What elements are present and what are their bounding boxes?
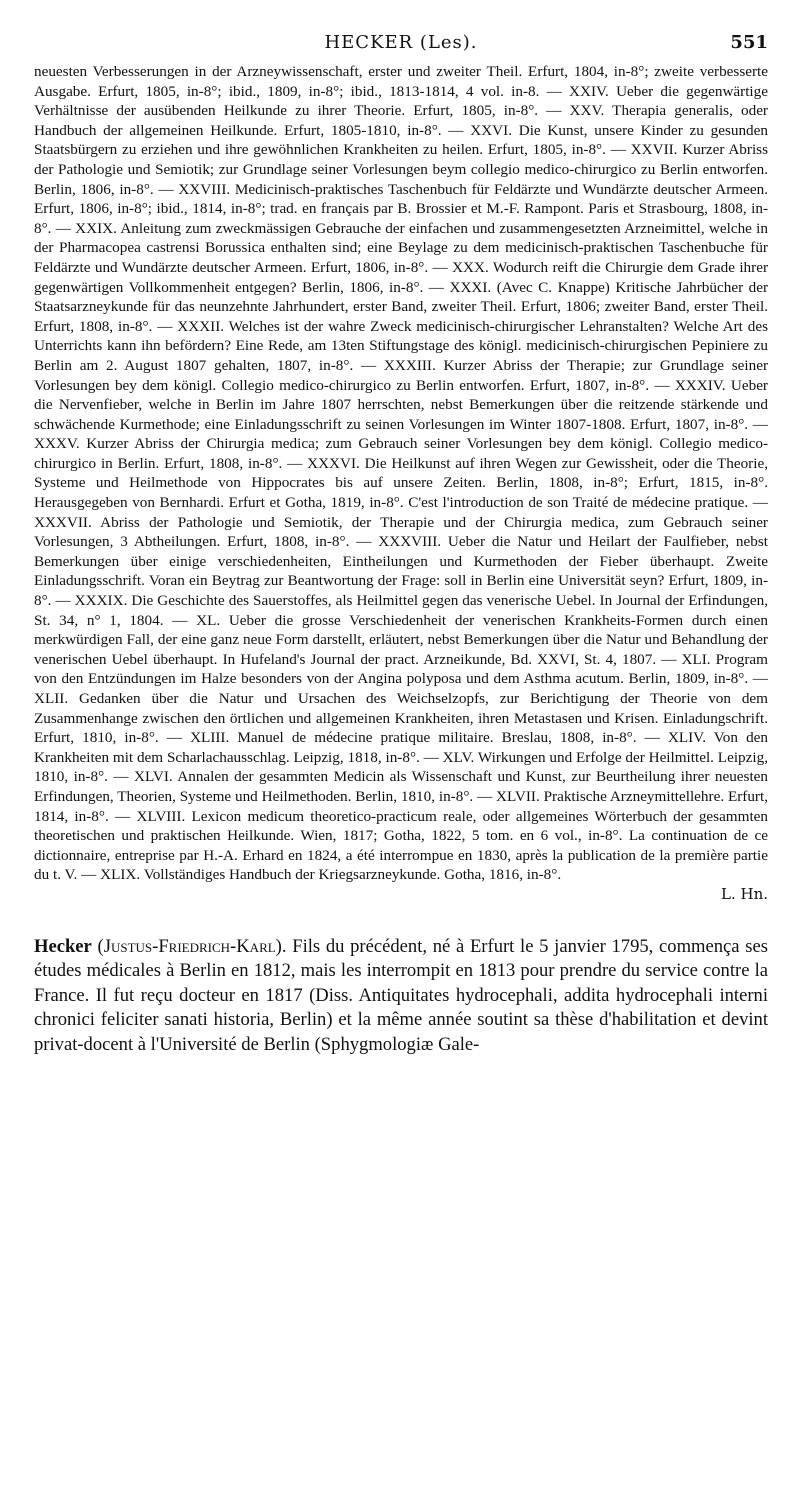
bibliography-paragraph: neuesten Verbesserungen in der Arzneywissenschaft, erster und zweiter Theil. Erfurt, 1804, in-8°; zweite verbesserte Ausgabe. Erfurt, 1805, in-8°; ibid., 1809, in-8°; ibid., 1813-1814, 4 vol. in-8. — XXIV. Ueber die gegenwärtige Verhältnisse der ausübenden Heilkunde zu ihrer Theorie. Erfurt, 1805, in-8°. — XXV. Therapia generalis, oder Handbuch der allgemeinen Heilkunde. Erfurt, 1805-1810, in-8°. — XXVI. Die Kunst, unsere Kinder zu gesunden Staatsbürgern zu erziehen und ihre gewöhnlichen Krankheiten zu heilen. Erfurt, 1805, in-8°. — XXVII. Kurzer Abriss der Pathologie und Semiotik; zur Grundlage seiner Vorlesungen beym collegio medico-chirurgico zu Berlin entworfen. Berlin, 1806, in-8°. — XXVIII. Medicinisch-praktisches Taschenbuch für Feldärzte und Wundärzte deutscher Armeen. Erfurt, 1806, in-8°; ibid., 1814, in-8°; trad. en français par B. Brossier et M.-F. Rampont. Paris et Strasbourg, 1808, in-8°. — XXIX. Anleitung zum zweckmässigen Gebrauche der einfachen und zusammengesetzten Arzneimittel, welche in der Pharmacopea castrensi Borussica enthalten sind; eine Beylage zu dem medicinisch-praktischen Taschenbuche für Feldärzte und Wundärzte deutscher Armeen. Erfurt, 1806, in-8°. — XXX. Wodurch reift die Chirurgie dem Grade ihrer gegenwärtigen Vollkommenheit entgegen? Berlin, 1806, in-8°. — XXXI. (Avec C. Knappe) Kritische Jahrbücher der Staatsarzneykunde für das neunzehnte Jahrhundert, erster Band, zweiter Theil. Erfurt, 1806; zweiter Band, erster Theil. Erfurt, 1808, in-8°. — XXXII. Welches ist der wahre Zweck medicinisch-chirurgischer Lehranstalten? Welche Art des Unterrichts kann ihn befördern? Eine Rede, am 13ten Stiftungstage des königl. medicinisch-chirurgischen Pepiniere zu Berlin am 2. August 1807 gehalten, 1807, in-8°. — XXXIII. Kurzer Abriss der Therapie; zur Grundlage seiner Vorlesungen bey dem königl. Collegio medico-chirurgico zu Berlin entworfen. Erfurt, 1807, in-8°. — XXXIV. Ueber die Nervenfieber, welche in Berlin im Jahre 1807 herrschten, nebst Bemerkungen über die reitzende stärkende und schwächende Kurmethode; eine Einladungsschrift zu seinen Vorlesungen im Winter 1807-1808. Erfurt, 1807, in-8°. — XXXV. Kurzer Abriss der Chirurgia medica; zum Gebrauch seiner Vorlesungen bey dem königl. Collegio medico-chirurgico in Berlin. Erfurt, 1808, in-8°. — XXXVI. Die Heilkunst auf ihren Wegen zur Gewissheit, oder die Theorie, Systeme und Heilmethode von Hippocrates bis auf unsere Zeiten. Berlin, 1808, in-8°; Erfurt, 1815, in-8°. Herausgegeben von Bernhardi. Erfurt et Gotha, 1819, in-8°. C'est l'introduction de son Traité de médecine pratique. — XXXVII. Abriss der Pathologie und Semiotik, der Therapie und der Chirurgia medica, zum Gebrauch seiner Vorlesungen, 3 Abtheilungen. Erfurt, 1808, in-8°. — XXXVIII. Ueber die Natur und Heilart der Faulfieber, nebst Bemerkungen über einige verschiedenheiten, Eintheilungen und Kurmethoden der Fieber überhaupt. Zweite Einladungsschrift. Voran ein Beytrag zur Beantwortung der Frage: soll in Berlin eine Universität seyn? Erfurt, 1809, in-8°. — XXXIX. Die Geschichte des Sauerstoffes, als Heilmittel gegen das venerische Uebel. In Journal der Erfindungen, St. 34, n° 1, 1804. — XL. Ueber die grosse Verschiedenheit der venerischen Krankheits-Formen durch einen merkwürdigen Fall, der eine ganz neue Form darstellt, erläutert, nebst Bemerkungen über die Natur und Behandlung der venerischen Uebel überhaupt. In Hufeland's Journal der pract. Arzneikunde, Bd. XXVI, St. 4, 1807. — XLI. Program von den Entzündungen im Halze besonders von der Angina polyposa und dem Asthma acutum. Berlin, 1809, in-8°. — XLII. Gedanken über die Natur und Ursachen des Weichselzopfs, zur Berichtigung der Theorie von dem Zusammenhange zwischen den örtlichen und allgemeinen Krankheiten, ihren Metastasen und Krisen. Einladungschrift. Erfurt, 1810, in-8°. — XLIII. Manuel de médecine pratique militaire. Breslau, 1808, in-8°. — XLIV. Von den Krankheiten mit dem Scharlachausschlag. Leipzig, 1818, in-8°. — XLV. Wirkungen und Erfolge der Heilmittel. Leipzig, 1810, in-8°. — XLVI. Annalen der gesammten Medicin als Wissenschaft und Kunst, zur Beurtheilung ihrer neuesten Erfindungen, Theorien, Systeme und Heilmethoden. Berlin, 1810, in-8°. — XLVII. Praktische Arzneymittellehre. Erfurt, 1814, in-8°. — XLVIII. Lexicon medicum theoretico-practicum reale, oder allgemeines Wörterbuch der gesammten theoretischen und praktischen Heilkunde. Wien, 1817; Gotha, 1822, 5 tom. en 6 vol., in-8°. La continuation de ce dictionnaire, entreprise par H.-A. Erhard en 1824, a été interrompue en 1830, après la publication de la première partie du t. V. — XLIX. Vollständiges Handbuch der Kriegsarzneykunde. Gotha, 1816, in-8°. — [34, 63, 768, 884]
running-head — [34, 28, 768, 62]
entry-headword: Hecker — [34, 935, 92, 957]
entry-paragraph — [34, 935, 768, 1058]
entry-given-names: (Justus-Friedrich-Karl). — [97, 935, 287, 957]
document-page — [34, 28, 768, 1058]
page-number: 551 — [730, 32, 768, 53]
author-signature: L. Hn. — [720, 884, 768, 903]
entry-text: Fils du précédent, né à Erfurt le 5 janvier 1795, commença ses études médicales à Berlin en 1812, mais les interrompit en 1813 pour prendre du service contre la France. Il fut reçu docteur en 1817 (Diss. Antiquitates hydrocephali, addita hydrocephali interni chronici feliciter sanati historia, Berlin) et la même année soutint sa thèse d'habilitation et devint privat-docent à l'Université de Berlin (Sphygmologiæ Gale- — [34, 935, 768, 1055]
running-title: HECKER (Les). — [324, 32, 478, 53]
